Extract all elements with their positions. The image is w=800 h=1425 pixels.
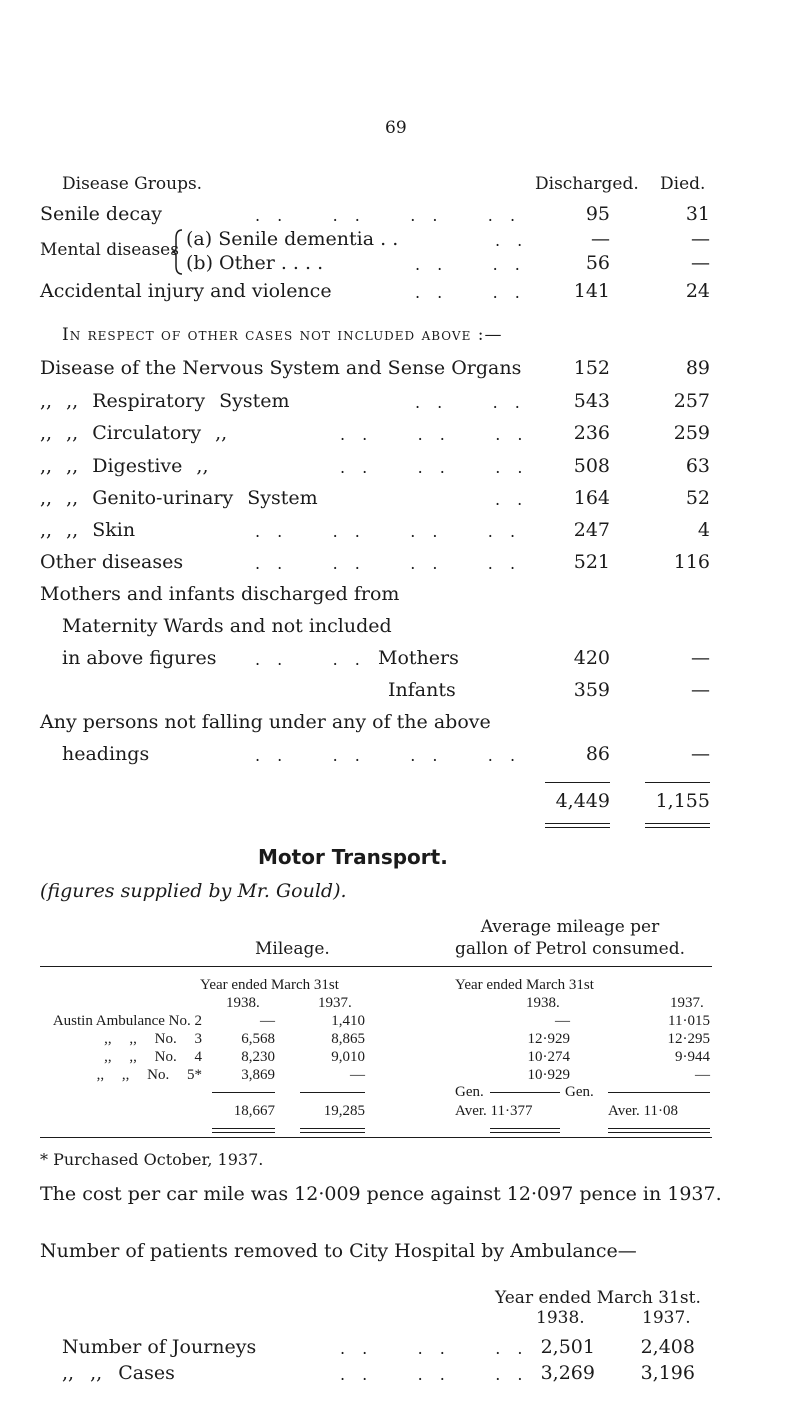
mileage-1937: 1,410 xyxy=(331,1013,365,1029)
avg-1938: 10·929 xyxy=(527,1067,570,1083)
double-rule xyxy=(212,1128,275,1133)
died-value: — xyxy=(691,252,710,274)
leader-dots: . . . . . . . . xyxy=(255,554,522,573)
leader-dots: . . . . . . xyxy=(340,1365,529,1384)
motor-transport-title: Motor Transport. xyxy=(258,845,448,869)
discharged-value: 86 xyxy=(585,743,610,765)
died-value: 257 xyxy=(673,390,710,412)
double-rule xyxy=(300,1128,365,1133)
text-line: Any persons not falling under any of the above xyxy=(40,711,491,733)
leader-dots: . . . . xyxy=(415,283,526,302)
died-value: 31 xyxy=(685,203,710,225)
year-ended-header: Year ended March 31st xyxy=(455,977,594,993)
text-line: headings xyxy=(62,743,150,765)
discharged-value: 359 xyxy=(573,679,610,701)
year-ended-header: Year ended March 31st. xyxy=(495,1288,701,1308)
discharged-value: 508 xyxy=(573,455,610,477)
patients-1937: 3,196 xyxy=(640,1362,695,1384)
footer-rule xyxy=(40,1137,712,1138)
subtotal-rule xyxy=(300,1092,365,1093)
header-rule xyxy=(40,966,712,967)
discharged-value: 141 xyxy=(573,280,610,302)
year-1938: 1938. xyxy=(226,995,260,1011)
year-1937: 1937. xyxy=(670,995,704,1011)
row-label: Disease of the Nervous System and Sense Organs xyxy=(40,357,522,379)
discharged-value: 247 xyxy=(573,519,610,541)
discharged-header: Discharged. xyxy=(535,174,639,194)
year-ended-header: Year ended March 31st xyxy=(200,977,339,993)
row-label: ,, ,, Circulatory ,, xyxy=(40,422,228,444)
total-mileage-1938: 18,667 xyxy=(233,1103,275,1119)
section-heading: In respect of other cases not included above :— xyxy=(62,325,503,345)
mileage-1938: 3,869 xyxy=(241,1067,275,1083)
patients-1938: 3,269 xyxy=(540,1362,595,1384)
leader-dots: . . xyxy=(495,490,529,509)
brace-icon xyxy=(170,228,184,276)
died-value: — xyxy=(691,743,710,765)
total-died: 1,155 xyxy=(655,790,710,812)
row-label: Other diseases xyxy=(40,551,184,573)
patients-row-label: Number of Journeys xyxy=(62,1336,257,1358)
row-label: ,, ,, Digestive ,, xyxy=(40,455,209,477)
double-rule xyxy=(645,823,710,828)
total-rule xyxy=(545,782,610,783)
double-rule xyxy=(608,1128,710,1133)
avg-1938: 12·929 xyxy=(527,1031,570,1047)
avg-1937: 11·015 xyxy=(668,1013,710,1029)
discharged-value: 236 xyxy=(573,422,610,444)
patients-1938: 2,501 xyxy=(540,1336,595,1358)
aver-1937: Aver. 11·08 xyxy=(608,1103,678,1119)
died-value: 116 xyxy=(673,551,710,573)
died-header: Died. xyxy=(660,174,706,194)
row-label: Mental diseases xyxy=(40,240,179,260)
leader-dots: . . . . . . xyxy=(340,1339,529,1358)
text-line: Maternity Wards and not included xyxy=(62,615,392,637)
mileage-1937: — xyxy=(350,1067,365,1083)
row-label: (a) Senile dementia . . xyxy=(186,228,399,250)
total-mileage-1937: 19,285 xyxy=(323,1103,365,1119)
gen-label: Gen. xyxy=(455,1084,484,1100)
mileage-header: Mileage. xyxy=(255,939,330,959)
total-rule xyxy=(645,782,710,783)
year-1937: 1937. xyxy=(642,1308,691,1328)
discharged-value: 521 xyxy=(573,551,610,573)
patients-row-label: ,, ,, Cases xyxy=(62,1362,175,1384)
row-label: Senile decay xyxy=(40,203,163,225)
text-line: Mothers and infants discharged from xyxy=(40,583,400,605)
discharged-value: — xyxy=(591,228,610,250)
discharged-value: 95 xyxy=(585,203,610,225)
died-value: 4 xyxy=(697,519,710,541)
died-value: 52 xyxy=(685,487,710,509)
died-value: — xyxy=(691,228,710,250)
motor-subtitle: (figures supplied by Mr. Gould). xyxy=(40,880,347,902)
total-discharged: 4,449 xyxy=(555,790,610,812)
text-line: in above figures xyxy=(62,647,217,669)
leader-dots: . . . . xyxy=(415,255,526,274)
row-label: Accidental injury and violence xyxy=(40,280,332,302)
row-label: ,, ,, Skin xyxy=(40,519,136,541)
ambulance-label: ,, ,, No. 3 xyxy=(104,1031,202,1047)
row-label: ,, ,, Respiratory System xyxy=(40,390,290,412)
infants-label: Infants xyxy=(388,679,456,701)
died-value: 89 xyxy=(685,357,710,379)
year-1938: 1938. xyxy=(526,995,560,1011)
avg-header: gallon of Petrol consumed. xyxy=(454,939,686,959)
avg-header: Average mileage per xyxy=(480,917,660,937)
leader-dots: . . . . . . xyxy=(340,458,529,477)
gen-label: Gen. xyxy=(565,1084,594,1100)
patients-1937: 2,408 xyxy=(640,1336,695,1358)
avg-1937: — xyxy=(695,1067,710,1083)
avg-1937: 12·295 xyxy=(667,1031,710,1047)
leader-dots: . . . . xyxy=(415,393,526,412)
disease-groups-header: Disease Groups. xyxy=(62,174,203,194)
subtotal-rule xyxy=(608,1092,710,1093)
discharged-value: 164 xyxy=(573,487,610,509)
discharged-value: 420 xyxy=(573,647,610,669)
patients-heading: Number of patients removed to City Hospital by Ambulance— xyxy=(40,1240,637,1262)
avg-1938: 10·274 xyxy=(527,1049,570,1065)
year-1937: 1937. xyxy=(318,995,352,1011)
footnote: * Purchased October, 1937. xyxy=(40,1150,264,1169)
avg-1938: — xyxy=(555,1013,570,1029)
died-value: 259 xyxy=(673,422,710,444)
mileage-1938: 8,230 xyxy=(241,1049,275,1065)
double-rule xyxy=(490,1128,560,1133)
row-label: ,, ,, Genito-urinary System xyxy=(40,487,318,509)
cost-sentence: The cost per car mile was 12·009 pence against 12·097 pence in 1937. xyxy=(40,1183,722,1205)
leader-dots: . . . . . . xyxy=(340,425,529,444)
double-rule xyxy=(545,823,610,828)
mothers-label: Mothers xyxy=(378,647,459,669)
ambulance-label: Austin Ambulance No. 2 xyxy=(52,1013,202,1029)
died-value: — xyxy=(691,647,710,669)
mileage-1938: — xyxy=(260,1013,275,1029)
page-number: 69 xyxy=(385,118,407,138)
died-value: 63 xyxy=(685,455,710,477)
leader-dots: . . . . xyxy=(255,650,366,669)
row-label: (b) Other . . . . xyxy=(186,252,324,274)
leader-dots: . . . . . . . . xyxy=(255,746,522,765)
avg-1937: 9·944 xyxy=(675,1049,710,1065)
died-value: 24 xyxy=(685,280,710,302)
subtotal-rule xyxy=(490,1092,560,1093)
leader-dots: . . . . . . . . xyxy=(255,522,522,541)
mileage-1937: 8,865 xyxy=(331,1031,365,1047)
discharged-value: 152 xyxy=(573,357,610,379)
died-value: — xyxy=(691,679,710,701)
ambulance-label: ,, ,, No. 4 xyxy=(104,1049,202,1065)
mileage-1938: 6,568 xyxy=(241,1031,275,1047)
year-1938: 1938. xyxy=(536,1308,585,1328)
subtotal-rule xyxy=(212,1092,275,1093)
leader-dots: . . xyxy=(495,231,529,250)
discharged-value: 56 xyxy=(585,252,610,274)
mileage-1937: 9,010 xyxy=(331,1049,365,1065)
aver-1938: Aver. 11·377 xyxy=(455,1103,533,1119)
discharged-value: 543 xyxy=(573,390,610,412)
leader-dots: . . . . . . . . xyxy=(255,206,522,225)
ambulance-label: ,, ,, No. 5* xyxy=(96,1067,202,1083)
